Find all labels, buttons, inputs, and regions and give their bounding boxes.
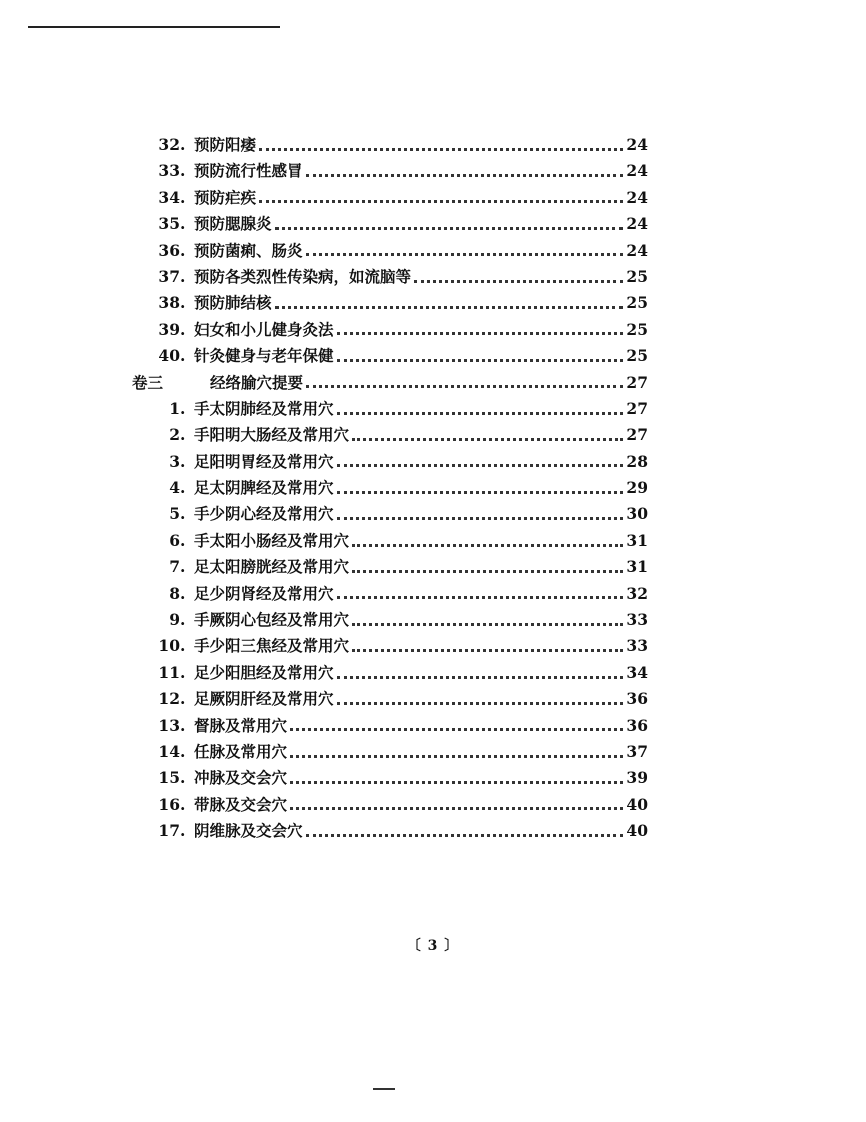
toc-entry-separator: . — [180, 504, 186, 524]
toc-entry-page: 40 — [626, 794, 648, 814]
dot-leader — [275, 306, 623, 309]
toc-entry — [128, 290, 648, 316]
toc-entry-page: 37 — [626, 741, 648, 761]
dot-leader — [352, 570, 623, 573]
toc-entry — [128, 739, 648, 765]
toc-entry-number: 8 — [169, 583, 180, 603]
toc-entry-page: 24 — [626, 135, 648, 154]
dot-leader — [352, 438, 623, 441]
toc-entry — [128, 211, 648, 237]
dot-leader — [306, 174, 623, 177]
toc-entry-page: 25 — [626, 346, 648, 366]
toc-entry-separator: . — [180, 715, 186, 735]
toc-entry-number: 3 — [169, 451, 180, 471]
toc-entry — [128, 713, 648, 739]
toc-entry-title: 足少阳胆经及常用穴 — [194, 662, 334, 682]
toc-entry-separator: . — [180, 319, 186, 339]
toc-entry-page: 33 — [626, 636, 648, 656]
toc-entry-title: 预防流行性感冒 — [194, 161, 303, 181]
toc-entry-page: 25 — [626, 319, 648, 339]
toc-entry-title: 手太阳小肠经及常用穴 — [194, 530, 350, 550]
toc-entry-separator: . — [180, 636, 186, 656]
toc-entry-number: 12 — [158, 689, 180, 709]
toc-entry — [128, 554, 648, 580]
toc-entry-number: 40 — [158, 346, 180, 366]
toc-entry — [128, 581, 648, 607]
toc-entry-number: 5 — [169, 504, 180, 524]
toc-entry-title: 督脉及常用穴 — [194, 715, 288, 735]
toc-entry-separator: . — [180, 662, 186, 682]
toc-entry-separator: . — [180, 266, 186, 286]
toc-entry-page: 32 — [626, 583, 648, 603]
toc-entry-number: 16 — [158, 794, 180, 814]
toc-entry — [128, 818, 648, 844]
toc-entry-number: 6 — [169, 530, 180, 550]
toc-entry — [128, 396, 648, 422]
toc-entry-page: 29 — [626, 478, 648, 498]
toc-entry-page: 40 — [626, 821, 648, 841]
toc-entry-separator: . — [180, 689, 186, 709]
toc-entry-title: 手厥阴心包经及常用穴 — [194, 610, 350, 630]
toc-entry-page: 25 — [626, 293, 648, 313]
toc-entry — [128, 238, 648, 264]
toc-entry-separator: . — [180, 610, 186, 630]
toc-entry-number: 37 — [158, 266, 180, 286]
toc-entry — [128, 449, 648, 475]
toc-entry-title: 预防肺结核 — [194, 293, 272, 313]
toc-entry-number: 卷三 — [132, 372, 164, 392]
toc-entry — [128, 343, 648, 369]
toc-entry-number: 4 — [169, 478, 180, 498]
toc-entry — [128, 765, 648, 791]
toc-entry-page: 33 — [626, 610, 648, 630]
toc-entry-page: 34 — [626, 662, 648, 682]
toc-entry — [128, 660, 648, 686]
dot-leader — [352, 544, 623, 547]
toc-entry-page: 30 — [626, 504, 648, 524]
toc-entry — [128, 185, 648, 211]
toc-entry-page: 27 — [626, 372, 648, 392]
toc-section-heading — [128, 370, 648, 396]
dot-leader — [259, 200, 623, 203]
toc-entry-number: 14 — [158, 741, 180, 761]
dot-leader — [414, 280, 623, 283]
dot-leader — [337, 517, 623, 520]
toc-entry-page: 31 — [626, 530, 648, 550]
toc-entry-separator: . — [180, 214, 186, 234]
toc-entry-title: 针灸健身与老年保健 — [194, 346, 334, 366]
toc-entry-number: 15 — [158, 768, 180, 788]
toc-entry-title: 足厥阴肝经及常用穴 — [194, 689, 334, 709]
toc-entry-number: 33 — [158, 161, 180, 181]
toc-entry — [128, 792, 648, 818]
toc-entry-title: 妇女和小儿健身灸法 — [194, 319, 334, 339]
toc-entry-title: 手少阴心经及常用穴 — [194, 504, 334, 524]
toc-entry-number: 11 — [158, 662, 180, 682]
dot-leader — [290, 755, 623, 758]
toc-entry-title: 预防阳痿 — [194, 135, 257, 154]
dot-leader — [337, 332, 623, 335]
dot-leader — [337, 412, 623, 415]
toc-entry-number: 2 — [169, 425, 180, 445]
dot-leader — [337, 359, 623, 362]
toc-entry-separator: . — [180, 161, 186, 181]
dot-leader — [306, 253, 623, 256]
toc-entry-title: 冲脉及交会穴 — [194, 768, 288, 788]
dot-leader — [290, 781, 623, 784]
toc-entry-separator: . — [180, 741, 186, 761]
toc-entry-page: 28 — [626, 451, 648, 471]
toc-entry-separator: . — [180, 425, 186, 445]
toc-entry-title: 阴维脉及交会穴 — [194, 821, 303, 841]
table-of-contents — [128, 132, 648, 845]
toc-entry-number: 1 — [169, 398, 180, 418]
toc-entry-page: 39 — [626, 768, 648, 788]
toc-entry-number: 13 — [158, 715, 180, 735]
toc-entry-page: 36 — [626, 689, 648, 709]
toc-entry-separator: . — [180, 240, 186, 260]
toc-entry-number: 32 — [158, 135, 180, 154]
toc-entry-title: 足阳明胃经及常用穴 — [194, 451, 334, 471]
toc-entry — [128, 686, 648, 712]
toc-entry-title: 带脉及交会穴 — [194, 794, 288, 814]
toc-entry-title: 手太阴肺经及常用穴 — [194, 398, 334, 418]
toc-entry-separator: . — [180, 135, 186, 154]
toc-entry-separator: . — [180, 451, 186, 471]
toc-entry-number: 10 — [158, 636, 180, 656]
toc-entry — [128, 264, 648, 290]
toc-entry-separator: . — [180, 478, 186, 498]
toc-entry-separator: . — [180, 583, 186, 603]
toc-entry-number: 9 — [169, 610, 180, 630]
toc-entry-number: 7 — [169, 557, 180, 577]
toc-entry-page: 31 — [626, 557, 648, 577]
dot-leader — [290, 728, 623, 731]
dot-leader — [290, 807, 623, 810]
toc-entry-title: 足太阳膀胱经及常用穴 — [194, 557, 350, 577]
toc-entry — [128, 158, 648, 184]
toc-entry-number: 38 — [158, 293, 180, 313]
toc-entry-separator: . — [180, 794, 186, 814]
dot-leader — [337, 491, 623, 494]
toc-entry-title: 预防疟疾 — [194, 187, 257, 207]
dot-leader — [259, 148, 623, 151]
toc-entry-number: 35 — [158, 214, 180, 234]
toc-entry-number: 39 — [158, 319, 180, 339]
toc-entry-separator: . — [180, 346, 186, 366]
toc-entry-page: 36 — [626, 715, 648, 735]
toc-entry — [128, 633, 648, 659]
toc-entry — [128, 132, 648, 158]
page-number: 〔 3 〕 — [406, 938, 460, 954]
toc-entry — [128, 317, 648, 343]
toc-entry — [128, 422, 648, 448]
toc-entry-page: 24 — [626, 161, 648, 181]
toc-entry-page: 27 — [626, 425, 648, 445]
dot-leader — [337, 702, 623, 705]
toc-entry-page: 24 — [626, 187, 648, 207]
toc-entry-title: 手阳明大肠经及常用穴 — [194, 425, 350, 445]
toc-entry-page: 24 — [626, 214, 648, 234]
dot-leader — [352, 623, 623, 626]
toc-entry-title: 足少阴肾经及常用穴 — [194, 583, 334, 603]
toc-entry — [128, 475, 648, 501]
toc-entry-separator: . — [180, 398, 186, 418]
toc-entry-title: 预防菌痢、肠炎 — [194, 240, 303, 260]
toc-entry-page: 25 — [626, 266, 648, 286]
dot-leader — [352, 649, 623, 652]
toc-entry-page: 27 — [626, 398, 648, 418]
toc-entry-title: 任脉及常用穴 — [194, 741, 288, 761]
top-rule — [28, 26, 280, 28]
dot-leader — [337, 596, 623, 599]
toc-entry-number: 17 — [158, 821, 180, 841]
toc-entry — [128, 501, 648, 527]
toc-entry-title: 足太阴脾经及常用穴 — [194, 478, 334, 498]
toc-entry-separator: . — [180, 187, 186, 207]
toc-entry — [128, 528, 648, 554]
toc-entry-separator: . — [180, 768, 186, 788]
bottom-mark — [373, 1088, 395, 1094]
toc-entry-separator: . — [180, 293, 186, 313]
dot-leader — [337, 676, 623, 679]
toc-entry-separator — [178, 370, 192, 396]
toc-entry-title: 手少阳三焦经及常用穴 — [194, 636, 350, 656]
toc-entry-separator: . — [180, 821, 186, 841]
toc-entry-number: 34 — [158, 187, 180, 207]
toc-entry-title: 预防各类烈性传染病，如流脑等 — [194, 266, 412, 286]
toc-entry-page: 24 — [626, 240, 648, 260]
toc-entry-title: 预防腮腺炎 — [194, 214, 272, 234]
toc-entry-number: 36 — [158, 240, 180, 260]
dot-leader — [275, 227, 623, 230]
toc-entry — [128, 607, 648, 633]
dot-leader — [306, 834, 623, 837]
dot-leader — [337, 464, 623, 467]
dot-leader — [306, 385, 623, 388]
toc-entry-title: 经络腧穴提要 — [210, 372, 304, 392]
toc-entry-separator: . — [180, 530, 186, 550]
toc-entry-separator: . — [180, 557, 186, 577]
